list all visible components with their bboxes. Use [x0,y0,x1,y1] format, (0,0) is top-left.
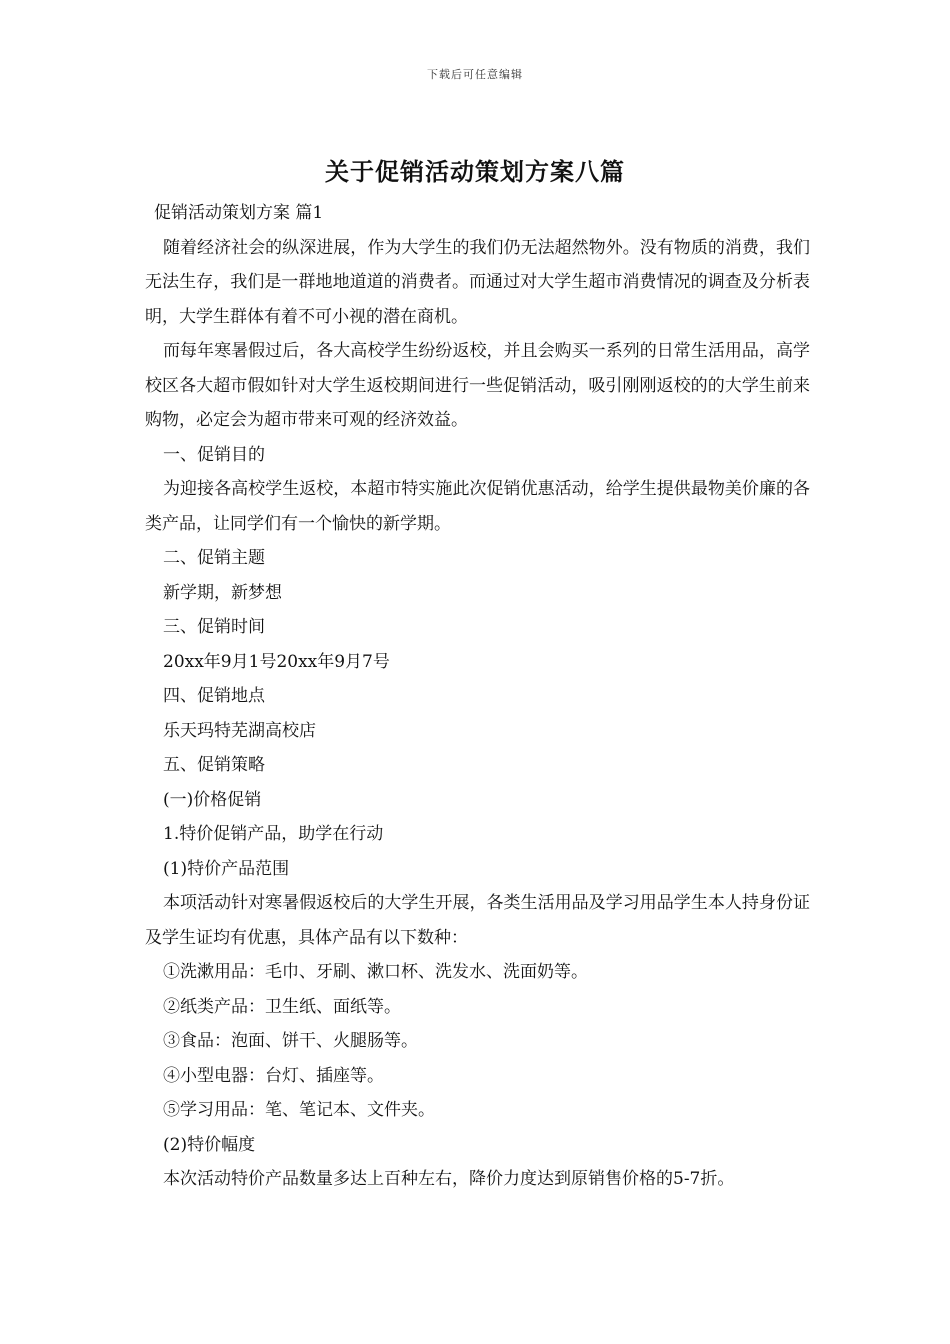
page-header-note: 下载后可任意编辑 [427,68,523,81]
paragraph-purpose: 为迎接各高校学生返校，本超市特实施此次促销优惠活动，给学生提供最物美价廉的各类产品，让同学们有一个愉快的新学期。 [145,479,810,534]
list-item: ⑤学习用品：笔、笔记本、文件夹。 [163,1100,435,1120]
subheading-discount-range: (2)特价幅度 [163,1134,256,1155]
paragraph-product-range: 本项活动针对寒暑假返校后的大学生开展，各类生活用品及学习用品学生本人持身份证及学生证均有优惠，具体产品有以下数种： [145,893,810,948]
time-text: 20xx年9月1号20xx年9月7号 [163,651,390,672]
subheading-product-range: (1)特价产品范围 [163,858,290,879]
paragraph-intro: 随着经济社会的纵深进展，作为大学生的我们仍无法超然物外。没有物质的消费，我们无法生存，我们是一群地地道道的消费者。而通过对大学生超市消费情况的调查及分析表明，大学生群体有着不可小视的潜在商机。 [145,237,810,327]
heading-purpose: 一、促销目的 [163,444,265,465]
list-item: ④小型电器：台灯、插座等。 [163,1065,384,1086]
list-item: ②纸类产品：卫生纸、面纸等。 [163,996,401,1017]
heading-theme: 二、促销主题 [163,548,265,568]
document-body [145,196,810,1197]
heading-strategy: 五、促销策略 [163,755,265,775]
section-subtitle: 促销活动策划方案 篇1 [154,203,324,223]
list-item: ①洗漱用品：毛巾、牙刷、漱口杯、洗发水、洗面奶等。 [163,962,588,982]
theme-text: 新学期，新梦想 [163,582,282,603]
paragraph-discount: 本次活动特价产品数量多达上百种左右，降价力度达到原销售价格的5-7折。 [163,1169,735,1189]
list-item: ③食品：泡面、饼干、火腿肠等。 [163,1031,418,1051]
place-text: 乐天玛特芜湖高校店 [163,720,316,741]
document-title: 关于促销活动策划方案八篇 [325,157,625,186]
subheading-special-products: 1.特价促销产品，助学在行动 [163,824,384,844]
subheading-price-promo: (一)价格促销 [163,789,262,810]
paragraph-background: 而每年寒暑假过后，各大高校学生纷纷返校，并且会购买一系列的日常生活用品，高学校区各大超市假如针对大学生返校期间进行一些促销活动，吸引刚刚返校的的大学生前来购物，必定会为超市带来可观的经济效益。 [145,341,810,430]
heading-time: 三、促销时间 [163,617,265,637]
heading-place: 四、促销地点 [163,686,265,706]
